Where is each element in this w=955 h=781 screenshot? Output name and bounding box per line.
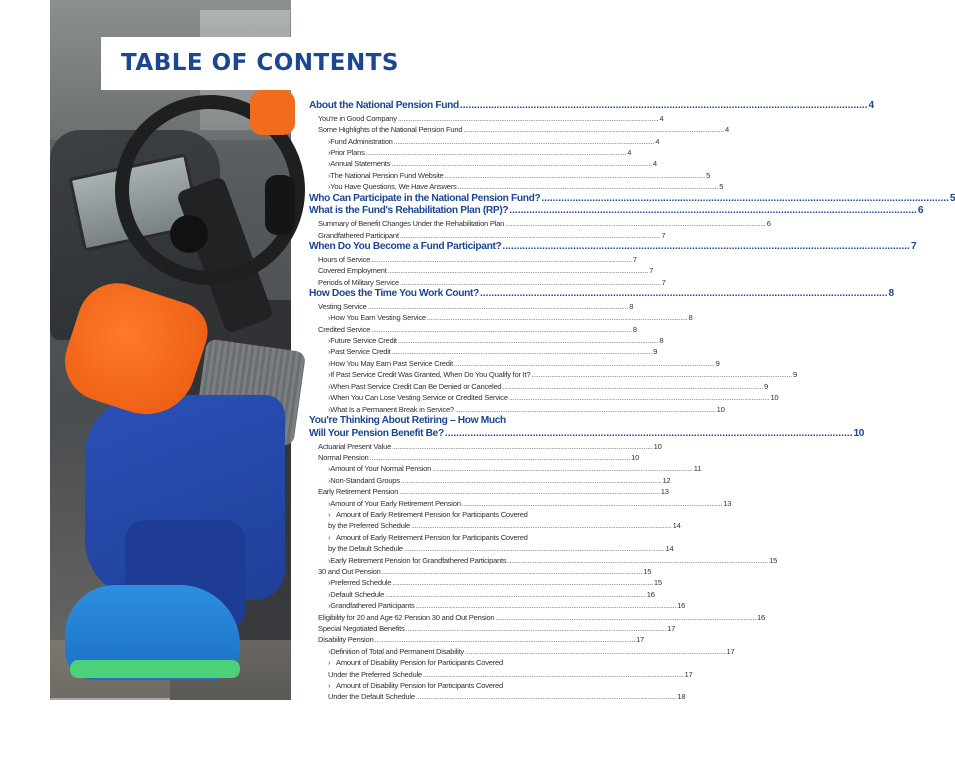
toc-entry[interactable] [309,192,955,206]
toc-entry[interactable] [309,265,654,276]
toc-entry-page-number: 9 [715,358,720,368]
dot-leader [394,136,655,147]
page-title: TABLE OF CONTENTS [121,50,399,76]
toc-entry-page-number: 4 [868,100,874,111]
toc-entry-page-number: 8 [688,313,693,323]
dot-leader [541,193,949,206]
toc-entry[interactable] [309,634,645,645]
dot-leader [404,543,665,554]
toc-entry-title-line1-text: Amount of Early Retirement Pension for Participants Covered [336,509,528,519]
dot-leader [509,205,917,218]
toc-entry[interactable] [309,486,669,497]
toc-entry[interactable] [309,381,768,392]
toc-entry-title-line1-text: Amount of Disability Pension for Participants Covered [336,681,503,691]
toc-entry[interactable] [309,404,725,415]
toc-entry[interactable] [309,100,874,113]
toc-entry-title: Under the Preferred Schedule [328,669,422,679]
toc-entry[interactable] [309,509,681,532]
toc-entry-title: Will Your Pension Benefit Be? [309,427,444,439]
toc-entry-title: How You Earn Vesting Service [330,313,426,323]
toc-entry[interactable] [309,113,664,124]
toc-entry-title: Some Highlights of the National Pension Fund [318,125,463,135]
toc-entry[interactable] [309,312,693,323]
toc-entry-title: How You May Earn Past Service Credit [330,358,453,368]
toc-entry[interactable] [309,241,917,254]
toc-entry-page-number: 14 [672,521,681,531]
dot-leader [391,158,652,169]
toc-entry-page-number: 8 [632,324,637,334]
toc-entry-page-number: 8 [659,336,664,346]
toc-entry-title: Non-Standard Groups [330,475,400,485]
toc-entry[interactable] [309,555,778,566]
dot-leader [460,100,868,113]
toc-entry[interactable] [309,218,771,229]
dot-leader [455,404,716,415]
toc-entry-title: When You Can Lose Vesting Service or Credited Service [330,393,508,403]
toc-entry-title-line1-text: Amount of Disability Pension for Participants Covered [336,658,503,668]
toc-entry-title: Amount of Your Early Retirement Pension [330,498,461,508]
chevron-right-icon: › [328,658,331,668]
toc-entry-title: Normal Pension [318,452,369,462]
toc-entry-title-line1-text: Amount of Early Retirement Pension for Participants Covered [336,532,528,542]
toc-entry-page-number: 8 [888,288,894,300]
chevron-right-icon: › [328,509,331,519]
toc-entry-page-number: 18 [677,692,686,702]
dot-leader [366,147,627,158]
toc-entry-page-number: 10 [716,404,725,414]
dot-leader [531,369,792,380]
chevron-right-icon: › [328,370,331,380]
toc-entry[interactable] [309,147,632,158]
toc-entry-title: Summary of Benefit Changes Under the Rehabilitation Plan [318,219,505,229]
toc-entry-title: Eligibility for 20 and Age 62 Pension 30 and Out Pension [318,612,495,622]
toc-entry-page-number: 6 [917,205,924,217]
toc-entry[interactable] [309,600,686,611]
toc-entry-title-line1: You're Thinking About Retiring – How Much [309,414,506,426]
toc-entry-title: Credited Service [318,324,371,334]
dot-leader [371,324,632,335]
toc-entry-page-number: 9 [764,381,768,391]
toc-entry[interactable] [309,170,711,181]
chevron-right-icon: › [328,148,331,158]
toc-entry-title: Actuarial Present Value [318,441,392,451]
dot-leader [392,577,653,588]
chevron-right-icon: › [328,313,331,323]
dot-leader [388,265,649,276]
toc-entry[interactable] [309,657,693,680]
dot-leader [509,392,770,403]
toc-entry[interactable] [309,205,924,218]
toc-entry-title: Covered Employment [318,266,387,276]
toc-entry[interactable] [309,566,652,577]
toc-entry-page-number: 7 [661,230,666,240]
toc-entry[interactable] [309,254,637,265]
toc-entry-title: Vesting Service [318,301,367,311]
chevron-right-icon: › [328,532,331,542]
toc-entry-page-number: 17 [684,669,693,679]
toc-entry-page-number: 10 [853,427,865,439]
toc-entry-page-number: 10 [770,393,779,403]
chevron-right-icon: › [328,464,331,474]
toc-entry-page-number: 7 [649,266,654,276]
dot-leader [398,335,659,346]
toc-entry-title: You're in Good Company [318,113,397,123]
toc-entry-title: About the National Pension Fund [309,100,459,111]
toc-entry-title-line1 [328,680,545,691]
toc-entry[interactable] [309,414,865,441]
toc-entry[interactable] [309,324,637,335]
toc-entry-page-number: 4 [652,159,657,169]
dot-leader [444,170,705,181]
toc-entry-title: by the Preferred Schedule [328,521,410,531]
toc-entry[interactable] [309,230,666,241]
toc-entry-title: Amount of Your Normal Pension [330,464,432,474]
dot-leader [507,555,768,566]
chevron-right-icon: › [328,136,331,146]
toc-entry-page-number: 5 [719,182,724,192]
dot-leader [401,475,662,486]
toc-entry-page-number: 16 [677,601,686,611]
toc-entry-title-line1 [328,509,545,520]
toc-entry-page-number: 12 [662,475,671,485]
dot-leader [502,241,910,254]
chevron-right-icon: › [328,555,331,565]
toc-entry-page-number: 9 [792,370,797,380]
toc-entry[interactable] [309,475,671,486]
toc-entry[interactable] [309,623,676,634]
toc-entry[interactable] [309,392,779,403]
toc-entry-title: Past Service Credit [330,347,391,357]
toc-entry-page-number: 17 [726,646,735,656]
toc-entry-title: Default Schedule [330,589,385,599]
toc-entry[interactable] [309,181,724,192]
chevron-right-icon: › [328,159,331,169]
chevron-right-icon: › [328,393,331,403]
toc-entry-title: Disability Pension [318,635,374,645]
toc-entry-title: Who Can Participate in the National Pension Fund? [309,192,541,204]
toc-entry-page-number: 15 [653,578,662,588]
toc-entry[interactable] [309,577,662,588]
dot-leader [400,230,661,241]
chevron-right-icon: › [328,404,331,414]
toc-entry-page-number: 5 [949,192,955,204]
dot-leader [392,346,653,357]
dot-leader [368,301,629,312]
dot-leader [399,486,660,497]
toc-entry-page-number: 16 [757,612,765,622]
toc-entry-title: by the Default Schedule [328,544,403,554]
toc-entry-title: Grandfathered Participants [330,601,415,611]
chevron-right-icon: › [328,170,331,180]
chevron-right-icon: › [328,646,331,656]
dot-leader [416,600,677,611]
toc-entry-page-number: 4 [724,125,729,135]
toc-entry-title-line1 [328,657,545,668]
toc-entry[interactable] [309,452,640,463]
toc-entry-title: Special Negotiated Benefits [318,624,405,634]
toc-entry-title: How Does the Time You Work Count? [309,288,479,300]
toc-entry[interactable] [309,532,674,555]
photo-glove-right [250,90,295,135]
dot-leader [432,463,693,474]
toc-entry-page-number: 10 [653,441,662,451]
toc-entry-title: Future Service Credit [330,336,397,346]
toc-entry-title: When Past Service Credit Can Be Denied or Canceled [330,381,502,391]
toc-entry-title: Hours of Service [318,254,371,264]
toc-entry-page-number: 14 [665,544,674,554]
toc-entry-page-number: 10 [631,452,640,462]
toc-entry[interactable] [309,277,666,288]
toc-entry-page-number: 4 [659,113,664,123]
toc-entry[interactable] [309,346,658,357]
toc-entry-title: Early Retirement Pension [318,487,399,497]
toc-entry[interactable] [309,301,634,312]
chevron-right-icon: › [328,498,331,508]
chevron-right-icon: › [328,336,331,346]
toc-entry-title: Fund Administration [330,136,393,146]
dot-leader [411,520,672,531]
toc-entry[interactable] [309,646,735,657]
toc-entry-page-number: 16 [646,589,655,599]
dot-leader [463,124,724,135]
toc-entry-page-number: 17 [636,635,645,645]
chevron-right-icon: › [328,358,331,368]
toc-entry-title: 30 and Out Pension [318,566,381,576]
toc-entry-title-line1 [328,532,545,543]
chevron-right-icon: › [328,347,331,357]
toc-entry-title: What is the Fund's Rehabilitation Plan (RP)? [309,205,509,217]
toc-entry-title: Annual Statements [330,159,391,169]
dot-leader [502,381,763,392]
photo-shoe-sole [70,660,240,678]
toc-entry-page-number: 11 [693,464,702,474]
toc-entry-page-number: 15 [643,566,652,576]
toc-entry-page-number: 7 [661,277,666,287]
toc-entry-page-number: 13 [723,498,732,508]
toc-entry-page-number: 15 [769,555,778,565]
dot-leader [371,254,632,265]
toc-entry-title: Under the Default Schedule [328,692,415,702]
dot-leader [495,612,756,623]
dot-leader [398,113,659,124]
dot-leader [505,218,766,229]
toc-entry[interactable] [309,124,729,135]
toc-entry-title: Preferred Schedule [330,578,392,588]
toc-entry-page-number: 7 [632,254,637,264]
dot-leader [427,312,688,323]
dot-leader [374,634,635,645]
chevron-right-icon: › [328,381,331,391]
toc-entry[interactable] [309,441,662,452]
toc-entry[interactable] [309,369,797,380]
toc-entry[interactable] [309,498,732,509]
toc-entry-page-number: 4 [627,148,632,158]
dot-leader [392,441,653,452]
chevron-right-icon: › [328,589,331,599]
toc-entry-title: Definition of Total and Permanent Disability [330,646,464,656]
toc-entry-page-number: 13 [660,487,669,497]
toc-entry-page-number: 5 [706,170,711,180]
dot-leader [423,669,684,680]
dot-leader [465,646,726,657]
toc-entry[interactable] [309,612,765,623]
chevron-right-icon: › [328,681,331,691]
chevron-right-icon: › [328,475,331,485]
chevron-right-icon: › [328,601,331,611]
toc-entry-page-number: 6 [766,219,771,229]
toc-entry-title: Early Retirement Pension for Grandfathered Participants [330,555,507,565]
dot-leader [454,358,715,369]
dot-leader [458,181,719,192]
toc-entry[interactable] [309,335,664,346]
toc-entry[interactable] [309,463,702,474]
table-of-contents [309,100,955,703]
photo-lever [265,175,295,235]
photo-knob [170,215,208,253]
dot-leader [480,288,888,301]
toc-entry-title: If Past Service Credit Was Granted, When Do You Qualify for It? [330,370,531,380]
dot-leader [406,623,667,634]
dot-leader [382,566,643,577]
dot-leader [385,589,646,600]
toc-entry[interactable] [309,589,655,600]
dot-leader [370,452,631,463]
toc-entry-page-number: 8 [629,301,634,311]
toc-entry-page-number: 17 [667,624,676,634]
toc-entry[interactable] [309,158,657,169]
toc-entry[interactable] [309,136,660,147]
toc-entry-title: When Do You Become a Fund Participant? [309,241,502,253]
toc-entry-page-number: 4 [655,136,660,146]
chevron-right-icon: › [328,182,331,192]
toc-entry-title: Prior Plans [330,148,365,158]
dot-leader [445,428,853,441]
toc-entry-page-number: 9 [653,347,658,357]
toc-entry-title: Periods of Military Service [318,277,400,287]
toc-entry[interactable] [309,288,894,301]
dot-leader [462,498,723,509]
toc-entry-page-number: 7 [910,241,917,253]
toc-entry-title: Grandfathered Participant [318,230,399,240]
cover-photo-forklift-operator [50,0,291,698]
toc-entry-title: What Is a Permanent Break in Service? [330,404,454,414]
toc-entry[interactable] [309,680,686,703]
toc-entry-title: The National Pension Fund Website [330,170,444,180]
toc-entry[interactable] [309,358,720,369]
chevron-right-icon: › [328,578,331,588]
dot-leader [416,691,677,702]
dot-leader [400,277,661,288]
toc-entry-title: You Have Questions, We Have Answers [330,182,457,192]
